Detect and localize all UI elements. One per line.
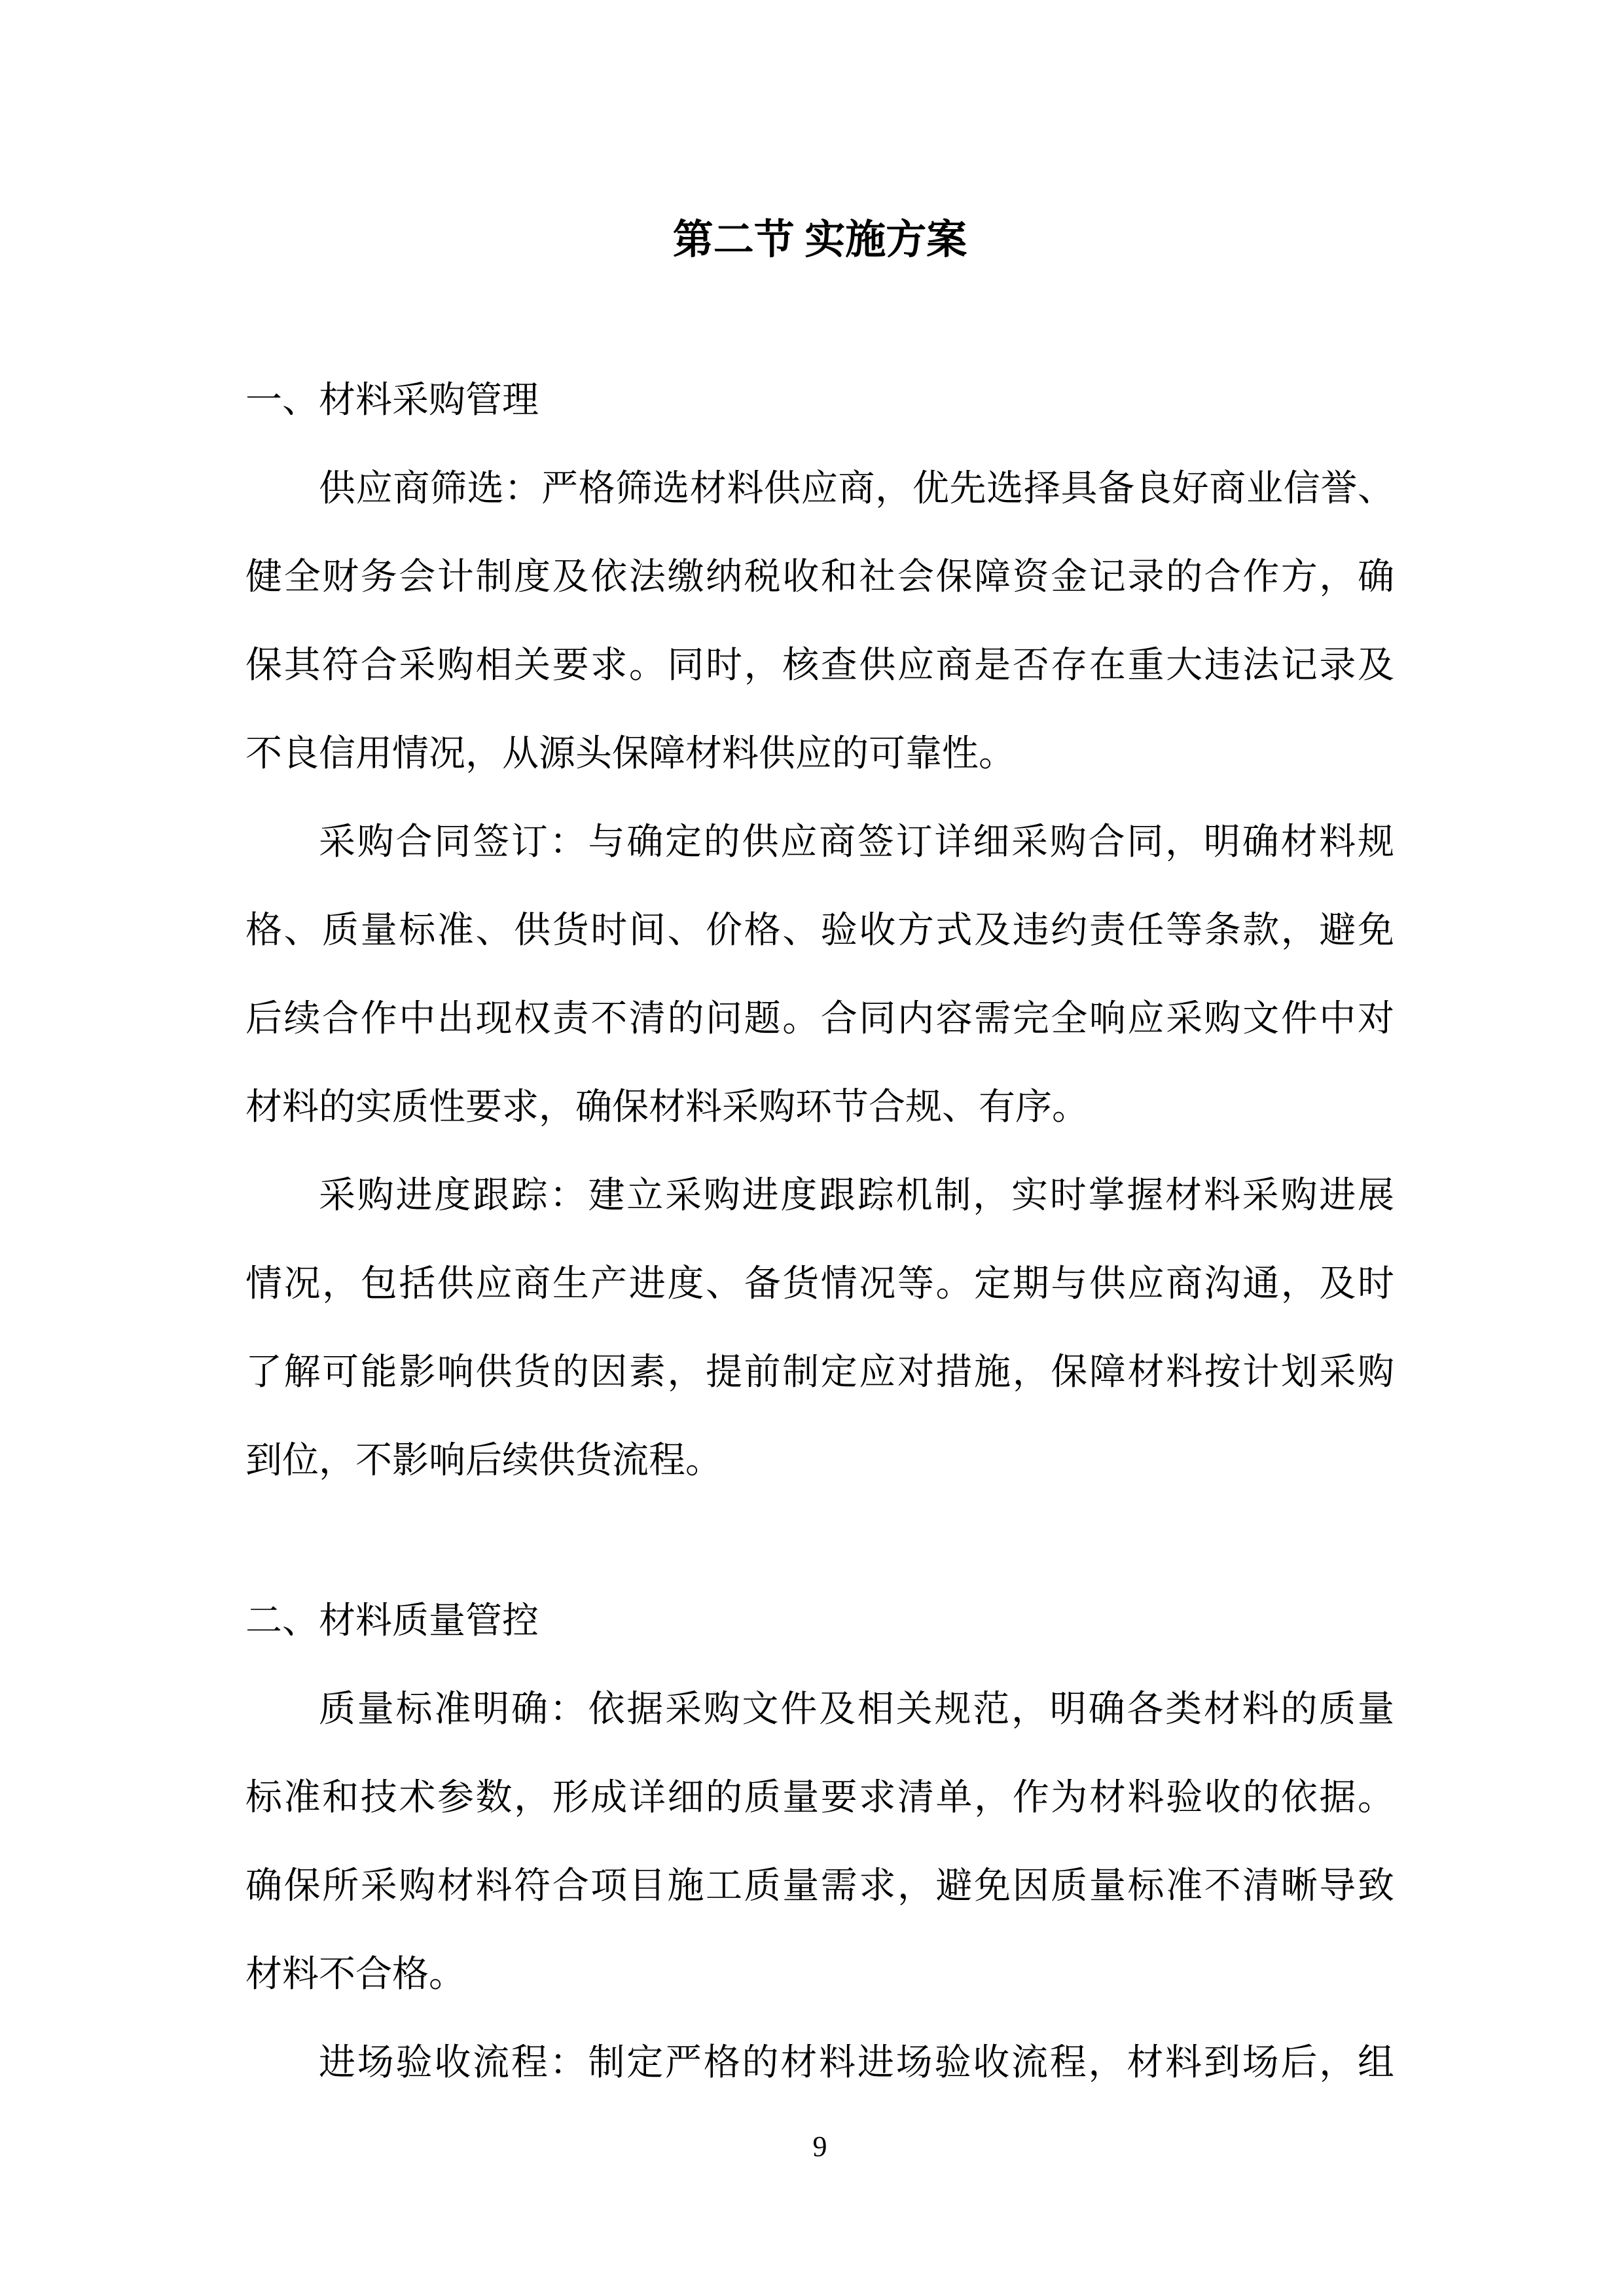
- paragraph-line: 供应商筛选：严格筛选材料供应商，优先选择具备良好商业信誉、: [319, 469, 1394, 509]
- page-title: 第二节 实施方案: [672, 218, 967, 262]
- paragraph-line: 标准和技术参数，形成详细的质量要求清单，作为材料验收的依据。: [245, 1778, 1394, 1818]
- paragraph-line: 采购合同签订：与确定的供应商签订详细采购合同，明确材料规: [319, 822, 1394, 863]
- paragraph-line: 采购进度跟踪：建立采购进度跟踪机制，实时掌握材料采购进展: [319, 1175, 1394, 1216]
- paragraph-line: 情况，包括供应商生产进度、备货情况等。定期与供应商沟通，及时: [245, 1264, 1394, 1304]
- paragraph-line: 健全财务会计制度及依法缴纳税收和社会保障资金记录的合作方，确: [245, 557, 1394, 598]
- vertical-gap: [245, 1505, 1394, 1577]
- page-number: 9: [812, 2130, 827, 2162]
- paragraph-line: 保其符合采购相关要求。同时，核查供应商是否存在重大违法记录及: [245, 645, 1394, 686]
- section-heading-1: 一、材料采购管理: [245, 380, 539, 421]
- paragraph-line: 了解可能影响供货的因素，提前制定应对措施，保障材料按计划采购: [245, 1352, 1394, 1393]
- paragraph-line: 确保所采购材料符合项目施工质量需求，避免因质量标准不清晰导致: [245, 1866, 1394, 1907]
- paragraph-line: 质量标准明确：依据采购文件及相关规范，明确各类材料的质量: [319, 1689, 1394, 1730]
- paragraph-line: 材料不合格。: [245, 1954, 465, 1995]
- paragraph-line: 格、质量标准、供货时间、价格、验收方式及违约责任等条款，避免: [245, 910, 1394, 951]
- paragraph-line: 到位，不影响后续供货流程。: [245, 1441, 722, 1481]
- vertical-gap: [245, 285, 1394, 357]
- paragraph-line: 不良信用情况，从源头保障材料供应的可靠性。: [245, 734, 1015, 774]
- paragraph-line: 后续合作中出现权责不清的问题。合同内容需完全响应采购文件中对: [245, 999, 1394, 1039]
- section-heading-2: 二、材料质量管控: [245, 1601, 539, 1641]
- paragraph-line: 材料的实质性要求，确保材料采购环节合规、有序。: [245, 1087, 1089, 1128]
- paragraph-line: 进场验收流程：制定严格的材料进场验收流程，材料到场后，组: [319, 2043, 1394, 2083]
